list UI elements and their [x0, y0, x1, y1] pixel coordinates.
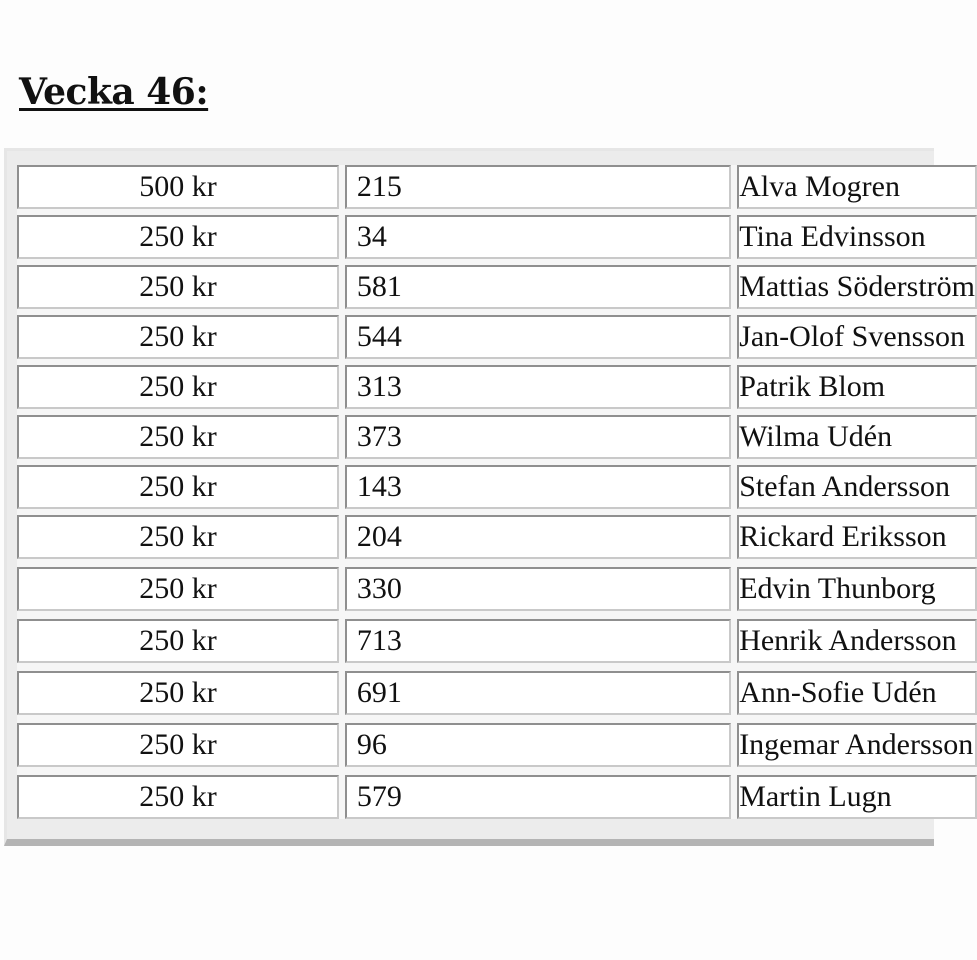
table-row: [17, 567, 977, 611]
table-row: [17, 619, 977, 663]
number-cell: 544: [345, 315, 732, 359]
amount-cell: 250 kr: [17, 775, 339, 819]
results-table: [17, 165, 977, 819]
number-cell: 96: [345, 723, 732, 767]
number-cell: 313: [345, 365, 732, 409]
results-table-container: [17, 165, 977, 819]
table-row: [17, 265, 977, 309]
row-spacer: [17, 767, 977, 775]
name-cell: Henrik Andersson: [737, 619, 977, 663]
table-row: [17, 215, 977, 259]
number-cell: 581: [345, 265, 732, 309]
table-row: [17, 165, 977, 209]
table-row: [17, 415, 977, 459]
name-cell: Wilma Udén: [737, 415, 977, 459]
name-cell: Ingemar Andersson: [737, 723, 977, 767]
page-title: Vecka 46:: [19, 71, 209, 113]
table-row: [17, 775, 977, 819]
name-cell: Alva Mogren: [737, 165, 977, 209]
amount-cell: 500 kr: [17, 165, 339, 209]
name-cell: Edvin Thunborg: [737, 567, 977, 611]
number-cell: 215: [345, 165, 732, 209]
results-table-frame: [4, 148, 975, 846]
name-cell: Jan-Olof Svensson: [737, 315, 977, 359]
name-cell: Martin Lugn: [737, 775, 977, 819]
name-cell: Ann-Sofie Udén: [737, 671, 977, 715]
amount-cell: 250 kr: [17, 723, 339, 767]
name-cell: Rickard Eriksson: [737, 515, 977, 559]
amount-cell: 250 kr: [17, 315, 339, 359]
amount-cell: 250 kr: [17, 365, 339, 409]
name-cell: Mattias Söderström: [737, 265, 977, 309]
row-spacer: [17, 663, 977, 671]
table-row: [17, 465, 977, 509]
table-row: [17, 515, 977, 559]
row-spacer: [17, 559, 977, 567]
name-cell: Tina Edvinsson: [737, 215, 977, 259]
name-cell: Patrik Blom: [737, 365, 977, 409]
amount-cell: 250 kr: [17, 465, 339, 509]
number-cell: 713: [345, 619, 732, 663]
number-cell: 579: [345, 775, 732, 819]
table-row: [17, 365, 977, 409]
amount-cell: 250 kr: [17, 619, 339, 663]
name-cell: Stefan Andersson: [737, 465, 977, 509]
number-cell: 691: [345, 671, 732, 715]
row-spacer: [17, 715, 977, 723]
number-cell: 143: [345, 465, 732, 509]
number-cell: 330: [345, 567, 732, 611]
table-row: [17, 315, 977, 359]
amount-cell: 250 kr: [17, 671, 339, 715]
number-cell: 34: [345, 215, 732, 259]
number-cell: 204: [345, 515, 732, 559]
results-table-body: [17, 165, 977, 819]
row-spacer: [17, 611, 977, 619]
table-row: [17, 671, 977, 715]
table-row: [17, 723, 977, 767]
amount-cell: 250 kr: [17, 567, 339, 611]
amount-cell: 250 kr: [17, 215, 339, 259]
amount-cell: 250 kr: [17, 265, 339, 309]
amount-cell: 250 kr: [17, 515, 339, 559]
amount-cell: 250 kr: [17, 415, 339, 459]
number-cell: 373: [345, 415, 732, 459]
